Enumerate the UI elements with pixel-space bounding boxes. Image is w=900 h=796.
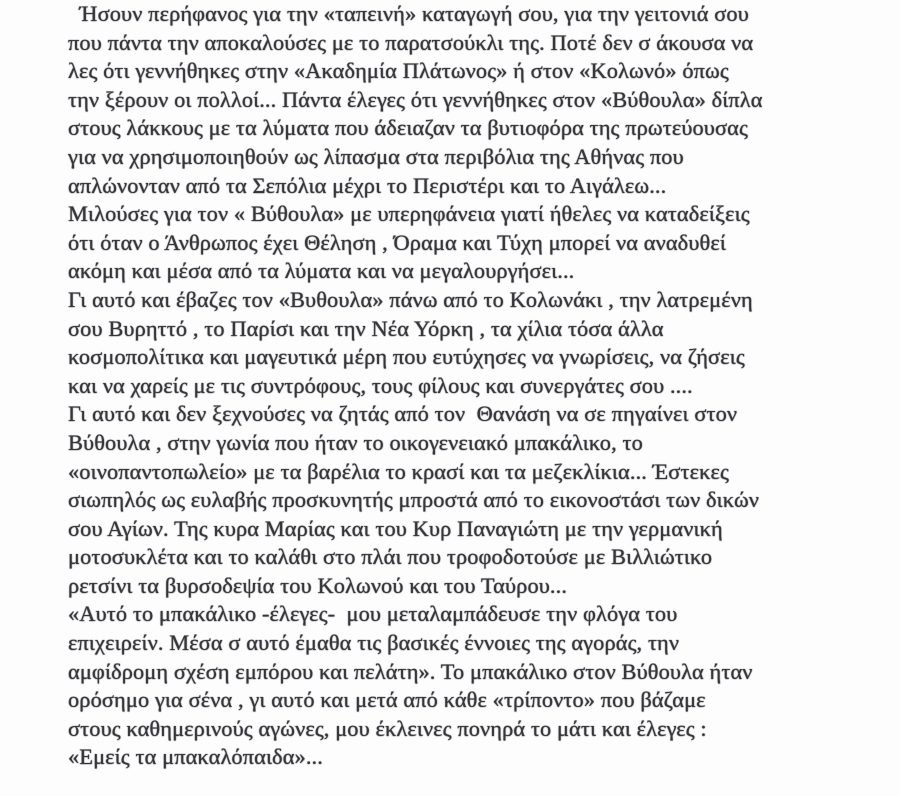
document-line: ορόσημο για σένα , γι αυτό και μετά από κάθε «τρίποντο» που βάζαμε xyxy=(68,687,706,713)
document-line: μοτοσυκλέτα και το καλάθι στο πλάι που τροφοδοτούσε με Βιλλιώτικο xyxy=(68,544,713,570)
document-line: Βύθουλα , στην γωνία που ήταν το οικογενειακό μπακάλικο, το xyxy=(68,429,643,455)
document-line: και να χαρείς με τις συντρόφους, τους φίλους και συνεργάτες σου .... xyxy=(68,372,693,398)
document-line: ρετσίνι τα βυρσοδεψία του Κολωνού και του Ταύρου... xyxy=(68,572,568,598)
document-line: αμφίδρομη σχέση εμπόρου και πελάτη». Το μπακάλικο στον Βύθουλα ήταν xyxy=(68,658,753,684)
document-line: ότι όταν ο Άνθρωπος έχει Θέληση , Όραμα και Τύχη μπορεί να αναδυθεί xyxy=(68,229,726,255)
document-line: κοσμοπολίτικα και μαγευτικά μέρη που ευτύχησες να γνωρίσεις, να ζήσεις xyxy=(68,344,745,370)
document-line: την ξέρουν οι πολλοί... Πάντα έλεγες ότι γεννήθηκες στον «Βύθουλα» δίπλα xyxy=(68,86,763,112)
document-line: «Εμείς τα μπακαλόπαιδα»... xyxy=(68,744,323,770)
document-line: Ήσουν περήφανος για την «ταπεινή» καταγωγή σου, για την γειτονιά σου xyxy=(68,1,749,26)
document-line: που πάντα την αποκαλούσες με το παρατσούκλι της. Ποτέ δεν σ άκουσα να xyxy=(68,29,754,55)
document-line: λες ότι γεννήθηκες στην «Ακαδημία Πλάτωνος» ή στον «Κολωνό» όπως xyxy=(68,58,729,84)
document-line: σου Βυρηττό , το Παρίσι και την Νέα Υόρκη , τα χίλια τόσα άλλα xyxy=(68,315,664,341)
document-line: «Αυτό το μπακάλικο -έλεγες- μου μεταλαμπάδευσε την φλόγα του xyxy=(68,601,678,627)
document-line: Γι αυτό και δεν ξεχνούσες να ζητάς από τον Θανάση να σε πηγαίνει στον xyxy=(68,401,738,427)
document-line: σου Αγίων. Της κυρα Μαρίας και του Κυρ Παναγιώτη με την γερμανική xyxy=(68,515,723,541)
document-line: απλώνονταν από τα Σεπόλια μέχρι το Περιστέρι και το Αιγάλεω... xyxy=(68,172,667,198)
document-line: «οινοπαντοπωλείο» με τα βαρέλια το κρασί και τα μεζεκλίκια... Έστεκες xyxy=(68,458,729,484)
document-line: επιχειρείν. Μέσα σ αυτό έμαθα τις βασικές έννοιες της αγοράς, την xyxy=(68,630,680,656)
document-text-body xyxy=(68,0,886,772)
document-line: ακόμη και μέσα από τα λύματα και να μεγαλουργήσει... xyxy=(68,258,575,284)
document-line: στους καθημερινούς αγώνες, μου έκλεινες πονηρά το μάτι και έλεγες : xyxy=(68,715,707,741)
document-line: Γι αυτό και έβαζες τον «Βυθουλα» πάνω από το Κολωνάκι , την λατρεμένη xyxy=(68,286,753,312)
document-line: στους λάκκους με τα λύματα που άδειαζαν τα βυτιοφόρα της πρωτεύουσας xyxy=(68,115,748,141)
document-line: σιωπηλός ως ευλαβής προσκυνητής μπροστά από το εικονοστάσι των δικών xyxy=(68,487,760,513)
document-line: για να χρησιμοποιηθούν ως λίπασμα στα περιβόλια της Αθήνας που xyxy=(68,143,684,169)
document-line: Μιλούσες για τον « Βύθουλα» με υπερηφάνεια γιατί ήθελες να καταδείξεις xyxy=(68,201,750,227)
